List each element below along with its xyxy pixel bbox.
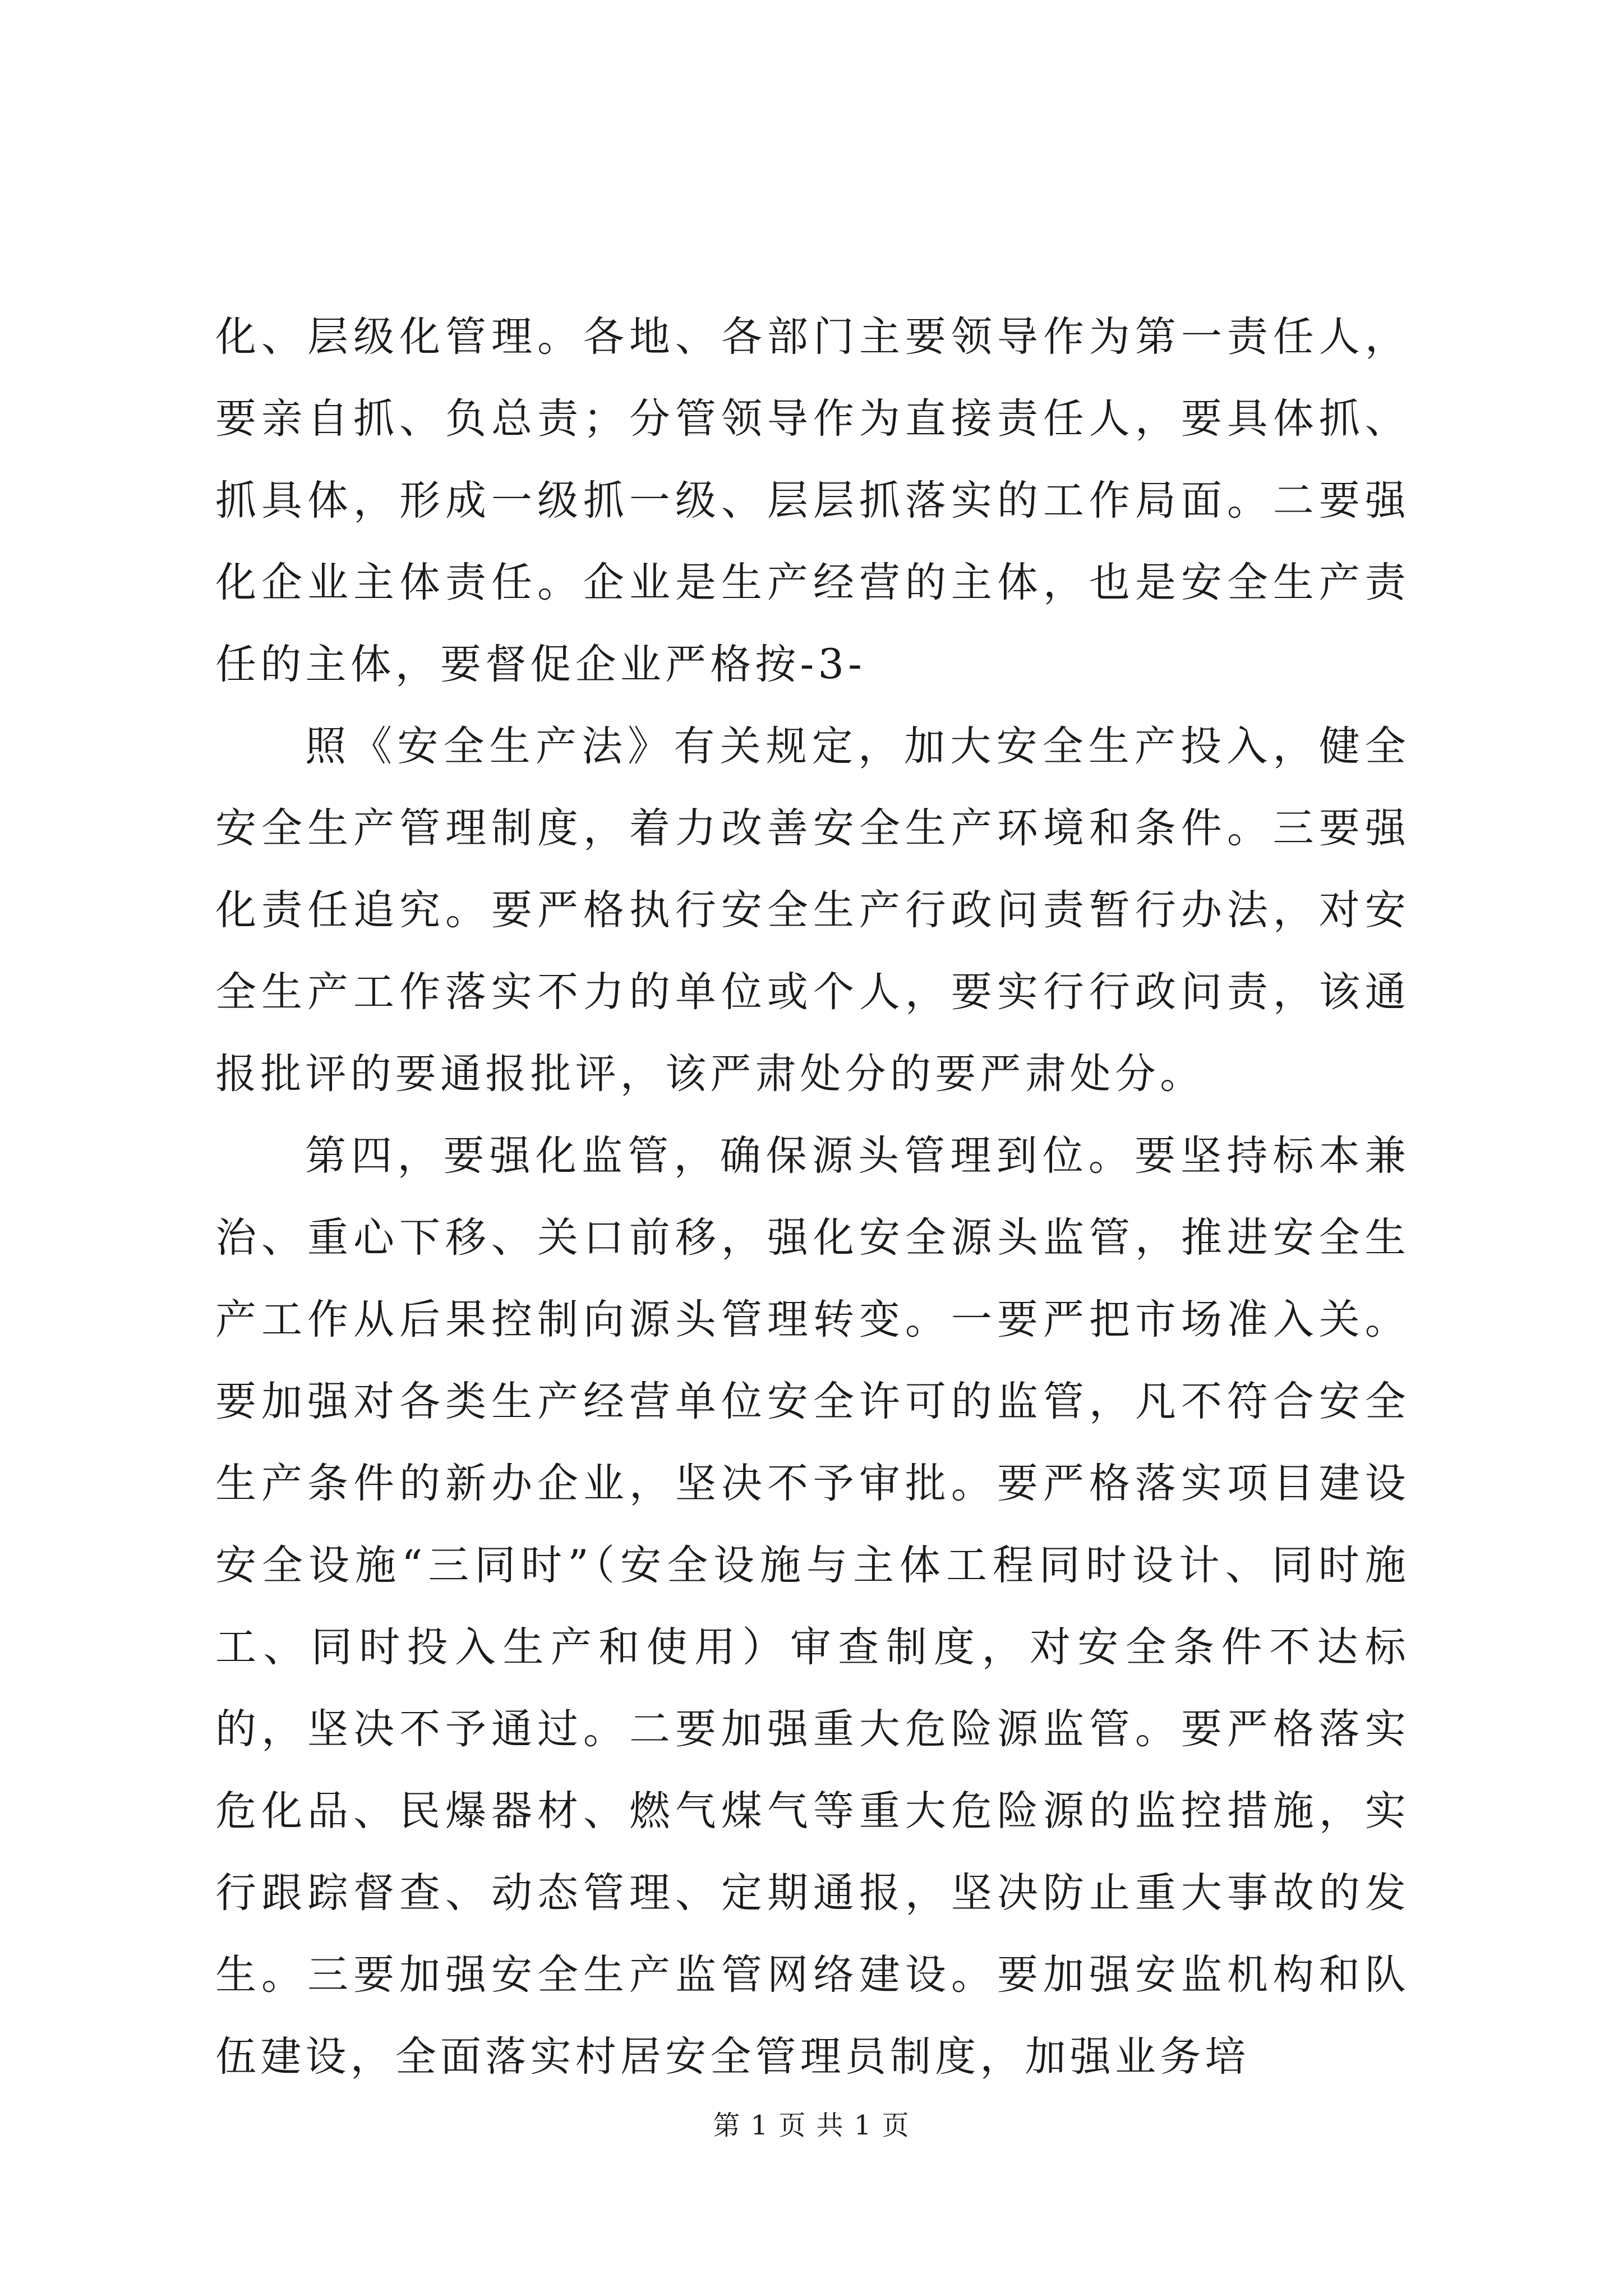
paragraph-1: 化、层级化管理。各地、各部门主要领导作为第一责任人，要亲自抓、负总责；分管领导作为直接责任人，要具体抓、抓具体，形成一级抓一级、层层抓落实的工作局面。二要强化企业主体责任。企业是生产经营的主体，也是安全生产责任的主体，要督促企业严格按-3- bbox=[215, 313, 1410, 688]
body-text bbox=[215, 296, 1410, 2098]
paragraph-3: 第四，要强化监管，确保源头管理到位。要坚持标本兼治、重心下移、关口前移，强化安全源头监管，推进安全生产工作从后果控制向源头管理转变。一要严把市场准入关。要加强对各类生产经营单位安全许可的监管，凡不符合安全生产条件的新办企业，坚决不予审批。要严格落实项目建设安全设施“三同时”（安全设施与主体工程同时设计、同时施工、同时投入生产和使用）审查制度，对安全条件不达标的，坚决不予通过。二要加强重大危险源监管。要严格落实危化品、民爆器材、燃气煤气等重大危险源的监控措施，实行跟踪督查、动态管理、定期通报，坚决防止重大事故的发生。三要加强安全生产监管网络建设。要加强安监机构和队伍建设，全面落实村居安全管理员制度，加强业务培 bbox=[215, 1132, 1410, 2081]
paragraph-2: 照《安全生产法》有关规定，加大安全生产投入，健全安全生产管理制度，着力改善安全生产环境和条件。三要强化责任追究。要严格执行安全生产行政问责暂行办法，对安全生产工作落实不力的单位或个人，要实行行政问责，该通报批评的要通报批评，该严肃处分的要严肃处分。 bbox=[215, 723, 1410, 1098]
page-footer: 第 1 页 共 1 页 bbox=[713, 2110, 910, 2141]
